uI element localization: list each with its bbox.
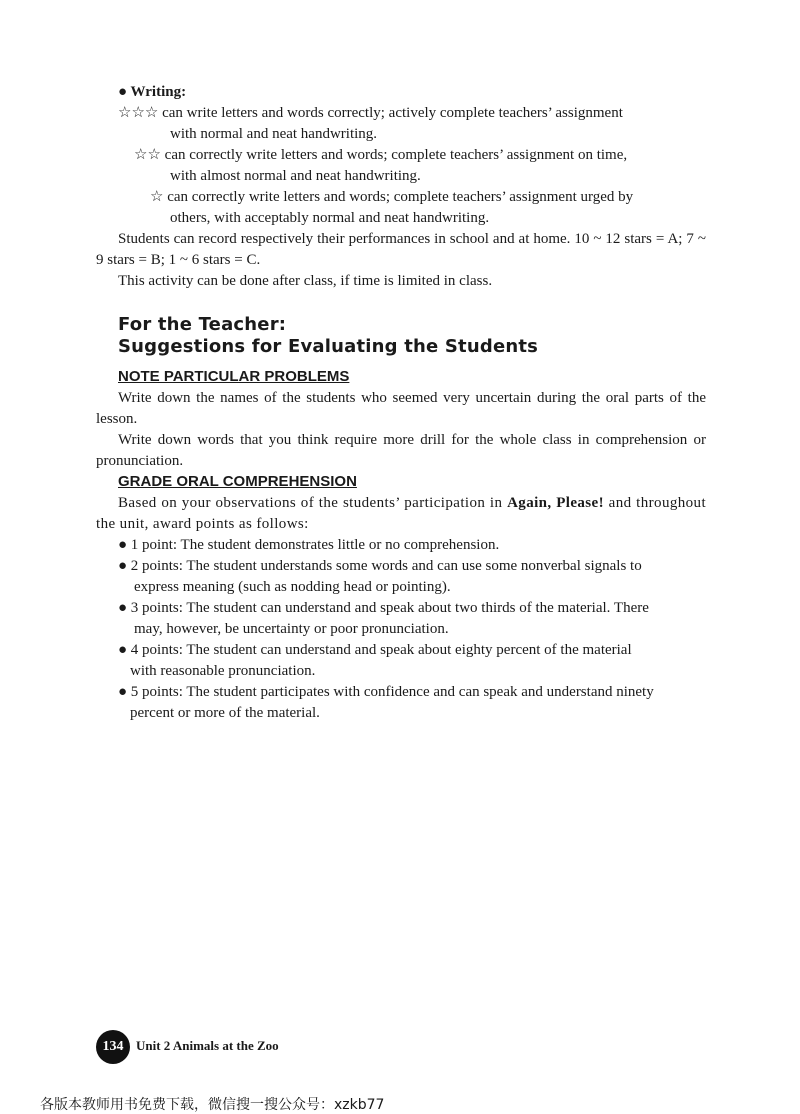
writing-level-text-cont: others, with acceptably normal and neat handwriting.: [170, 210, 490, 226]
grade-comprehension-heading: GRADE ORAL COMPREHENSION: [118, 473, 357, 490]
point-item-5: [118, 682, 708, 724]
point-text: ● 4 points: The student can understand and speak about eighty percent of the material: [118, 642, 632, 658]
point-text: ● 5 points: The student participates with confidence and can speak and understand ninety: [118, 684, 654, 700]
point-text: ● 2 points: The student understands some words and can use some nonverbal signals to: [118, 558, 642, 574]
writing-level-1-star: [150, 187, 633, 208]
point-text: ● 1 point: The student demonstrates little or no comprehension.: [118, 537, 500, 553]
after-class-note: This activity can be done after class, if time is limited in class.: [118, 273, 493, 289]
point-text-cont: may, however, be uncertainty or poor pronunciation.: [134, 621, 449, 637]
two-star-icon: ☆☆: [134, 147, 161, 163]
writing-level-text-cont: with normal and neat handwriting.: [170, 126, 378, 142]
point-item-1: [118, 535, 708, 556]
writing-level-text: can correctly write letters and words; complete teachers’ assignment on time,: [164, 147, 628, 163]
point-item-4: [118, 640, 708, 682]
grade-intro-text: Based on your observations of the students’ participation in: [118, 495, 508, 511]
point-text: ● 3 points: The student can understand and speak about two thirds of the material. There: [118, 600, 649, 616]
writing-level-text: can write letters and words correctly; actively complete teachers’ assignment: [162, 105, 623, 121]
writing-level-text-cont: with almost normal and neat handwriting.: [170, 168, 421, 184]
point-item-2: [118, 556, 708, 598]
three-star-icon: ☆☆☆: [118, 105, 159, 121]
record-note: Students can record respectively their performances in school and at home. 10 ~ 12 stars = A; 7 ~ 9 stars = B; 1 ~ 6 stars = C.: [96, 231, 706, 268]
writing-level-2-stars: [134, 145, 627, 166]
section-subtitle: Suggestions for Evaluating the Students: [118, 336, 539, 357]
page-number-badge: 134: [96, 1030, 130, 1064]
point-item-3: [118, 598, 708, 640]
unit-label: Unit 2 Animals at the Zoo: [136, 1038, 279, 1053]
point-text-cont: with reasonable pronunciation.: [130, 663, 316, 679]
writing-level-3-stars: [118, 103, 623, 124]
grade-intro-text-end: and throughout the unit, award points as follows:: [96, 495, 707, 532]
note-problems-heading: NOTE PARTICULAR PROBLEMS: [118, 368, 350, 385]
writing-level-text: can correctly write letters and words; complete teachers’ assignment urged by: [167, 189, 634, 205]
writing-heading: ● Writing:: [118, 84, 187, 100]
point-text-cont: percent or more of the material.: [130, 705, 320, 721]
watermark-text: 各版本教师用书免费下载，微信搜一搜公众号：xzkb77: [40, 1097, 385, 1113]
section-title: For the Teacher:: [118, 314, 287, 335]
again-please-label: Again, Please!: [507, 495, 604, 511]
note-paragraph-2: Write down words that you think require more drill for the whole class in comprehension or pronunciation.: [96, 432, 706, 469]
point-text-cont: express meaning (such as nodding head or pointing).: [134, 579, 451, 595]
grade-intro: [96, 493, 706, 535]
note-paragraph-1: Write down the names of the students who seemed very uncertain during the oral parts of the lesson.: [96, 390, 706, 427]
one-star-icon: ☆: [150, 189, 164, 205]
